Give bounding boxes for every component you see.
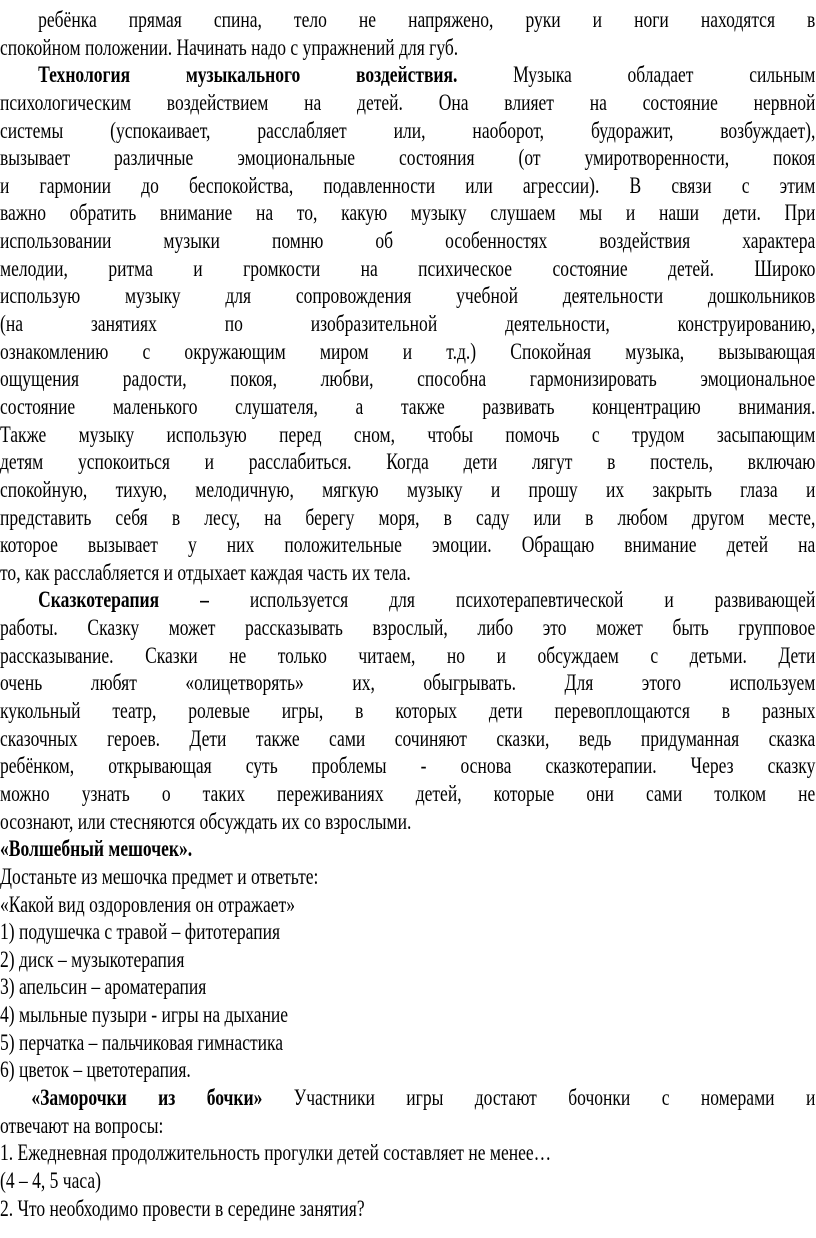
body-text: кукольный театр, ролевые игры, в которых дети перевоплощаются в разных: [0, 698, 816, 724]
text-line: [0, 34, 815, 62]
body-text: то, как расслабляется и отдыхает каждая часть их тела.: [0, 559, 411, 585]
text-line: [0, 199, 815, 227]
text-line: [0, 338, 815, 366]
bold-heading-text: «Волшебный мешочек».: [0, 836, 193, 862]
document-page: [0, 6, 816, 1222]
text-line: [0, 227, 815, 255]
text-line: [0, 172, 815, 200]
body-text: ознакомлению с окружающим миром и т.д.) Спокойная музыка, вызывающая: [0, 338, 816, 364]
text-line: [0, 918, 815, 946]
body-text: 1. Ежедневная продолжительность прогулки детей составляет не менее…: [0, 1140, 552, 1166]
text-line: [0, 476, 815, 504]
text-line: [0, 697, 815, 725]
bold-heading-text: Технология музыкального воздействия.: [38, 62, 458, 88]
body-text: 2) диск – музыкотерапия: [0, 946, 185, 972]
body-text: 2. Что необходимо провести в середине занятия?: [0, 1195, 365, 1221]
body-text: можно узнать о таких переживаниях детей, которые они сами толком не: [0, 780, 816, 806]
body-text: состояние маленького слушателя, а также развивать концентрацию внимания.: [0, 393, 816, 419]
body-text: 4) мыльные пузыри - игры на дыхание: [0, 1002, 289, 1028]
text-line: [0, 725, 815, 753]
text-line: [0, 282, 815, 310]
body-text: психологическим воздействием на детей. Она влияет на состояние нервной: [0, 89, 816, 115]
body-text: Достаньте из мешочка предмет и ответьте:: [0, 863, 319, 889]
body-text: важно обратить внимание на то, какую музыку слушаем мы и наши дети. При: [0, 200, 816, 226]
text-line: [0, 393, 815, 421]
text-line: [0, 504, 815, 532]
bold-heading-text: Сказкотерапия –: [38, 587, 209, 613]
text-line: [0, 1112, 815, 1140]
text-line: [0, 863, 815, 891]
text-line: [0, 255, 815, 283]
body-text: осознают, или стесняются обсуждать их со взрослыми.: [0, 808, 412, 834]
body-text: Музыка обладает сильным: [457, 62, 816, 88]
body-text: ощущения радости, покоя, любви, способна гармонизировать эмоциональное: [0, 366, 816, 392]
body-text: Участники игры достают бочонки с номерами и: [262, 1084, 816, 1110]
body-text: Также музыку использую перед сном, чтобы помочь с трудом засыпающим: [0, 421, 816, 447]
body-text: (на занятиях по изобразительной деятельности, конструированию,: [0, 311, 816, 337]
text-line: [0, 559, 815, 587]
body-text: спокойную, тихую, мелодичную, мягкую музыку и прошу их закрыть глаза и: [0, 476, 816, 502]
text-line: [0, 752, 815, 780]
bold-heading-text: «Заморочки из бочки»: [0, 1084, 263, 1110]
body-text: рассказывание. Сказки не только читаем, но и обсуждаем с детьми. Дети: [0, 642, 816, 668]
text-line: [0, 89, 815, 117]
text-line: [0, 531, 815, 559]
text-line: [0, 614, 815, 642]
text-line: [0, 586, 815, 614]
text-line: [0, 310, 815, 338]
text-line: [0, 1139, 815, 1167]
text-line: [0, 780, 815, 808]
body-text: вызывает различные эмоциональные состояния (от умиротворенности, покоя: [0, 145, 816, 171]
text-line: [0, 1167, 815, 1195]
text-line: [0, 1084, 815, 1112]
text-line: [0, 1001, 815, 1029]
body-text: которое вызывает у них положительные эмоции. Обращаю внимание детей на: [0, 532, 816, 558]
text-line: [0, 61, 815, 89]
text-line: [0, 808, 815, 836]
text-line: [0, 365, 815, 393]
text-line: [0, 1056, 815, 1084]
text-line: [0, 946, 815, 974]
body-text: использую музыку для сопровождения учебной деятельности дошкольников: [0, 283, 816, 309]
body-text: мелодии, ритма и громкости на психическое состояние детей. Широко: [0, 255, 816, 281]
text-line: [0, 448, 815, 476]
body-text: спокойном положении. Начинать надо с упражнений для губ.: [0, 34, 459, 60]
body-text: и гармонии до беспокойства, подавленности или агрессии). В связи с этим: [0, 172, 816, 198]
text-line: [0, 973, 815, 1001]
body-text: 3) апельсин – ароматерапия: [0, 974, 207, 1000]
body-text: используется для психотерапевтической и развивающей: [208, 587, 816, 613]
text-line: [0, 1195, 815, 1223]
body-text: детям успокоиться и расслабиться. Когда дети лягут в постель, включаю: [0, 449, 816, 475]
text-line: [0, 835, 815, 863]
text-line: [0, 117, 815, 145]
body-text: сказочных героев. Дети также сами сочиняют сказки, ведь придуманная сказка: [0, 725, 816, 751]
body-text: 6) цветок – цветотерапия.: [0, 1057, 191, 1083]
text-line: [0, 642, 815, 670]
body-text: ребёнком, открывающая суть проблемы - основа сказкотерапии. Через сказку: [0, 753, 816, 779]
text-line: [0, 891, 815, 919]
text-line: [0, 6, 815, 34]
body-text: «Какой вид оздоровления он отражает»: [0, 891, 296, 917]
body-text: работы. Сказку может рассказывать взрослый, либо это может быть групповое: [0, 615, 816, 641]
text-line: [0, 421, 815, 449]
body-text: ребёнка прямая спина, тело не напряжено, руки и ноги находятся в: [38, 7, 816, 32]
body-text: системы (успокаивает, расслабляет или, наоборот, будоражит, возбуждает),: [0, 117, 816, 143]
body-text: 5) перчатка – пальчиковая гимнастика: [0, 1029, 284, 1055]
body-text: (4 – 4, 5 часа): [0, 1167, 102, 1193]
text-line: [0, 144, 815, 172]
body-text: 1) подушечка с травой – фитотерапия: [0, 919, 281, 945]
text-line: [0, 669, 815, 697]
body-text: очень любят «олицетворять» их, обыгрывать. Для этого используем: [0, 670, 816, 696]
body-text: отвечают на вопросы:: [0, 1112, 164, 1138]
body-text: использовании музыки помню об особенностях воздействия характера: [0, 228, 816, 254]
body-text: представить себя в лесу, на берегу моря, в саду или в любом другом месте,: [0, 504, 816, 530]
text-line: [0, 1029, 815, 1057]
